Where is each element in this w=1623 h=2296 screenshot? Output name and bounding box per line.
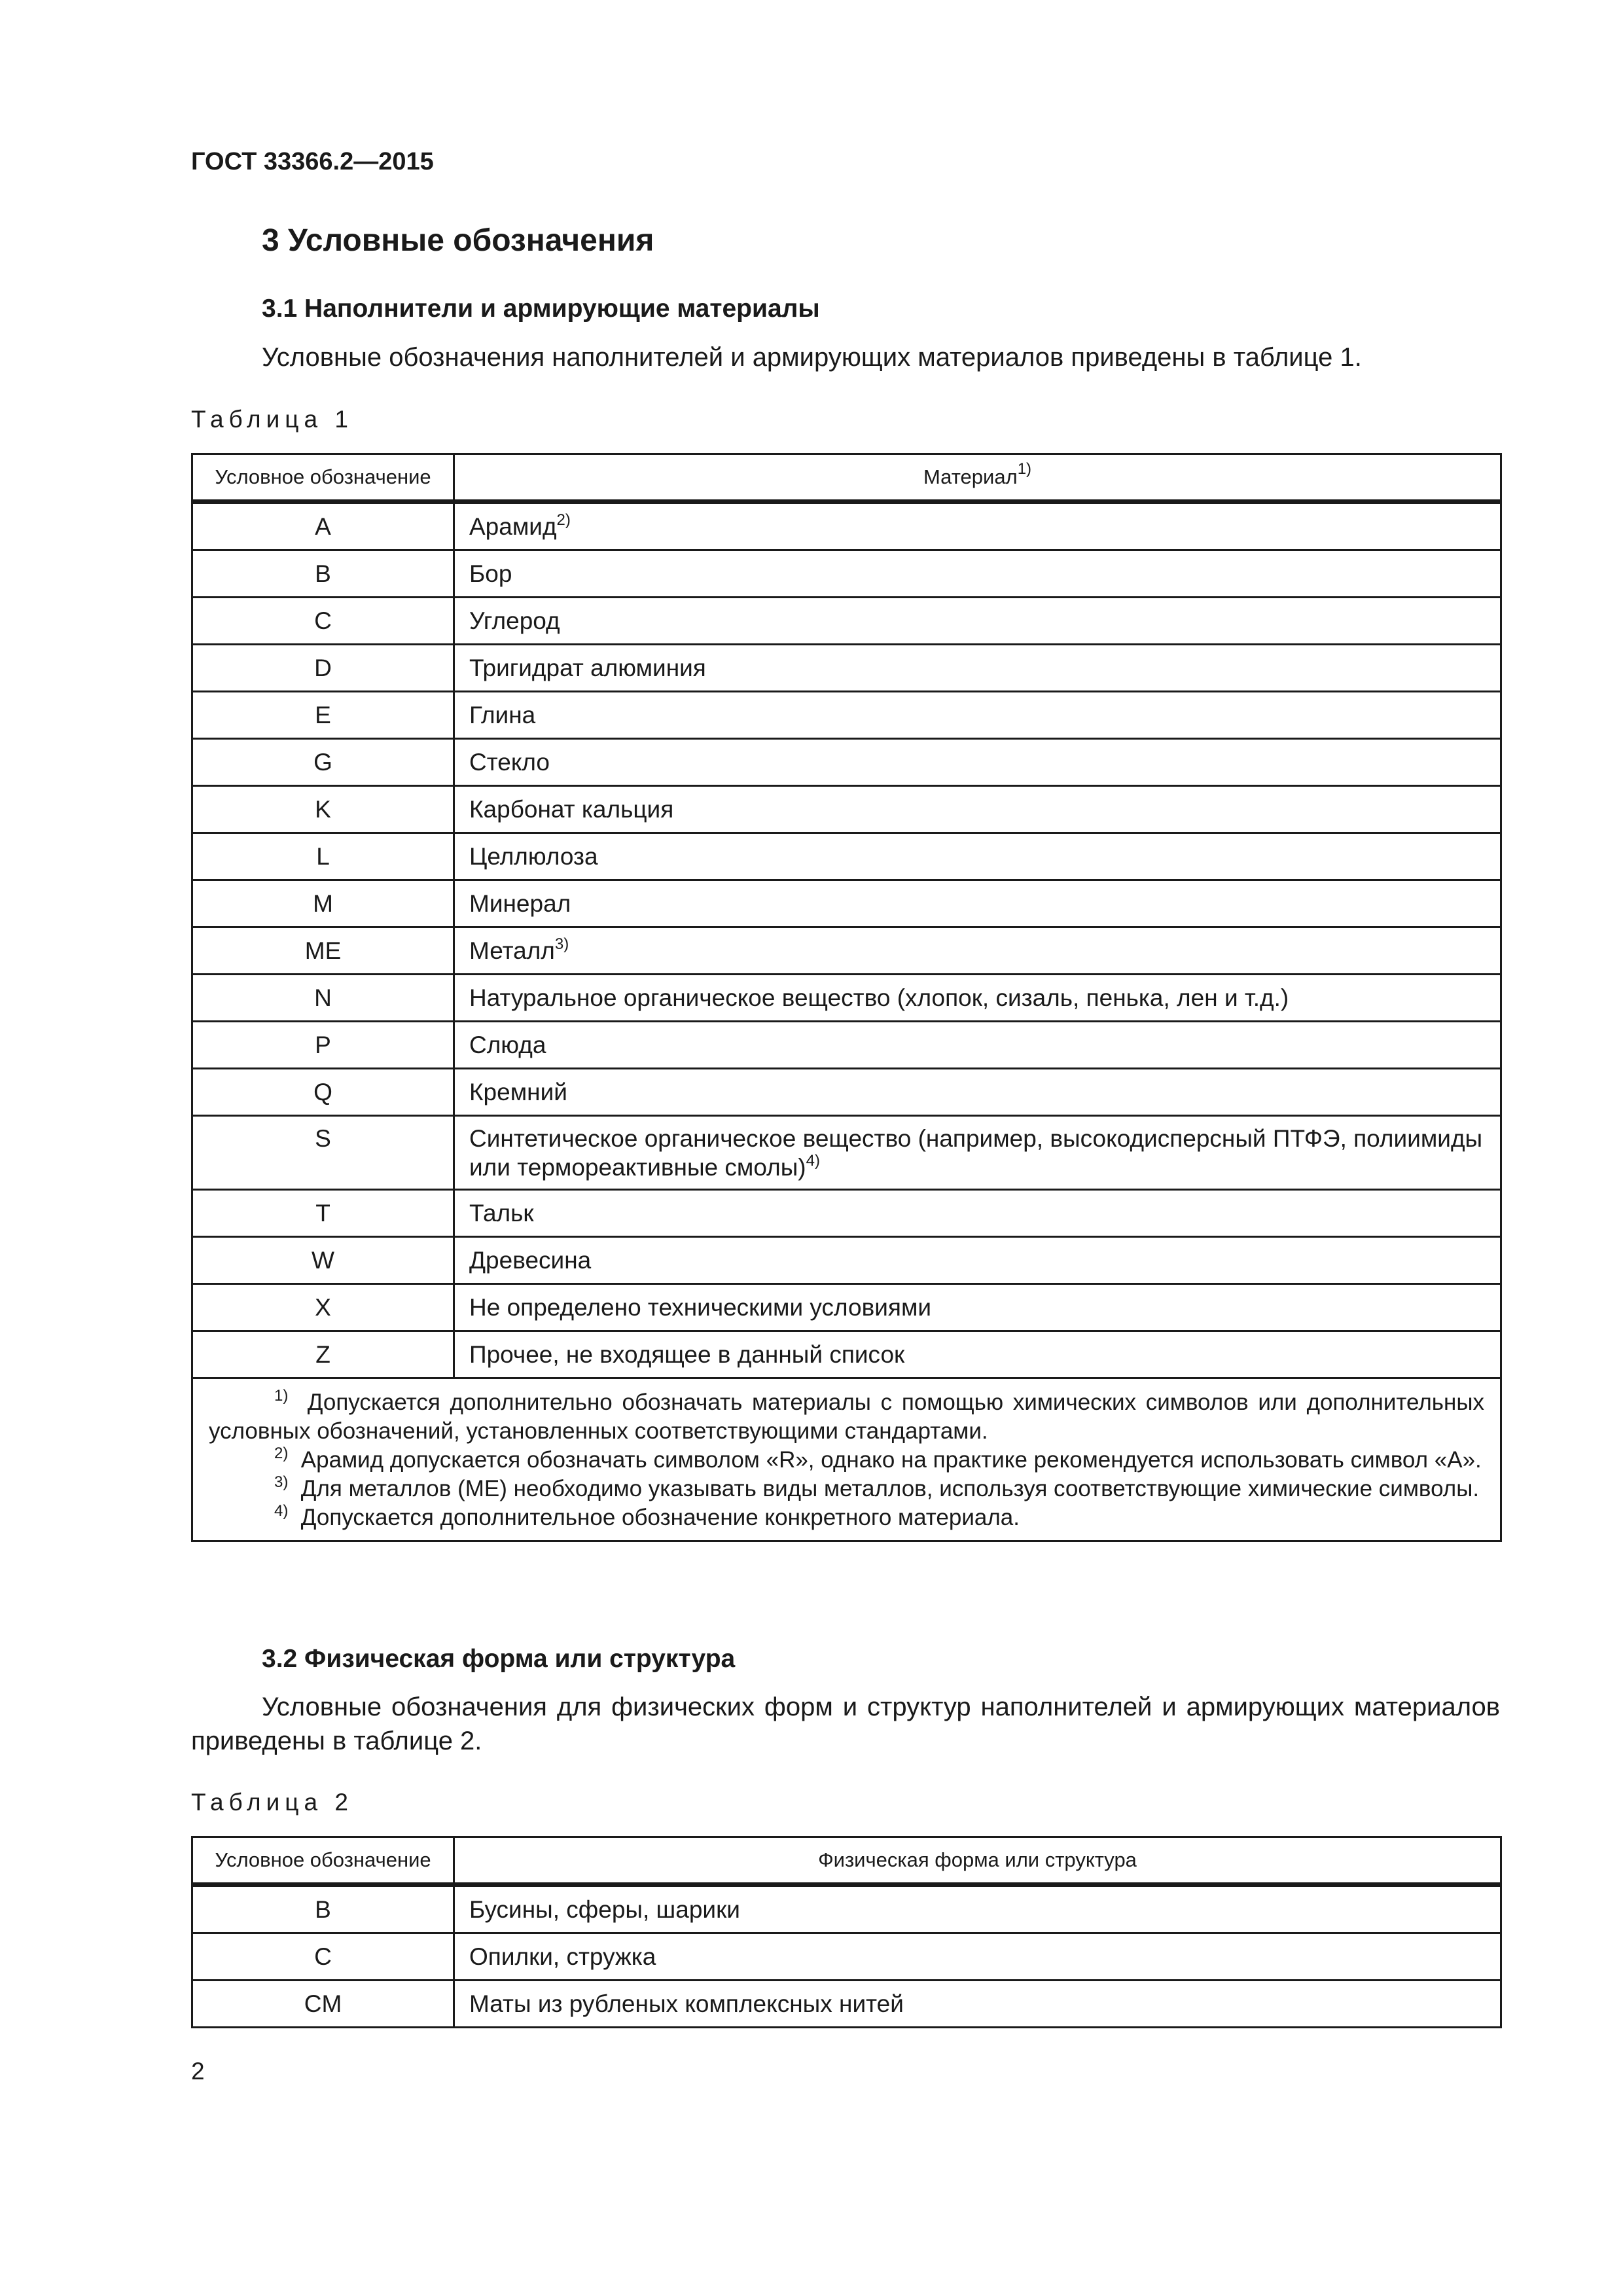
table-row bbox=[192, 1331, 1501, 1378]
table-cell-material bbox=[454, 1237, 1501, 1284]
table-cell-form: Бусины, сферы, шарики bbox=[454, 1885, 1501, 1933]
footnote-text: Для металлов (ME) необходимо указывать виды металлов, используя соответствующие химические символы. bbox=[300, 1476, 1480, 1501]
table-cell-material bbox=[454, 692, 1501, 739]
table-row bbox=[192, 1981, 1501, 2028]
table-cell-code: X bbox=[192, 1284, 454, 1331]
material-text: Не определено техническими условиями bbox=[469, 1293, 932, 1321]
table-row bbox=[192, 1116, 1501, 1190]
table-cell-material bbox=[454, 975, 1501, 1022]
table-2 bbox=[191, 1836, 1502, 2028]
table-row bbox=[192, 1933, 1501, 1981]
table-row bbox=[192, 833, 1501, 880]
material-text: Синтетическое органическое вещество (например, высокодисперсный ПТФЭ, полиимиды или термореактивные смолы) bbox=[469, 1125, 1483, 1181]
table-cell-code: C bbox=[192, 598, 454, 645]
table-cell-code: N bbox=[192, 975, 454, 1022]
footnote bbox=[209, 1475, 1484, 1503]
table-1 bbox=[191, 453, 1502, 1542]
footnote-text: Допускается дополнительно обозначать материалы с помощью химических символов или дополнительных условных обозначений, установленных соответствующими стандартами. bbox=[209, 1390, 1484, 1444]
material-text: Минерал bbox=[469, 889, 571, 917]
table-cell-material bbox=[454, 1069, 1501, 1116]
table-cell-code: T bbox=[192, 1190, 454, 1237]
table-cell-form: Опилки, стружка bbox=[454, 1933, 1501, 1981]
footnote bbox=[209, 1503, 1484, 1532]
material-text: Углерод bbox=[469, 607, 560, 634]
table-cell-material bbox=[454, 739, 1501, 786]
table-cell-code: M bbox=[192, 880, 454, 927]
document-header: ГОСТ 33366.2—2015 bbox=[191, 148, 434, 175]
table-cell-material bbox=[454, 502, 1501, 550]
table-cell-code: A bbox=[192, 502, 454, 550]
table-cell-code: L bbox=[192, 833, 454, 880]
table-cell-code: C bbox=[192, 1933, 454, 1981]
footnote-ref: 4) bbox=[806, 1152, 820, 1170]
section-title: 3 Условные обозначения bbox=[262, 223, 654, 258]
table-cell-code: CM bbox=[192, 1981, 454, 2028]
material-text: Металл bbox=[469, 937, 555, 964]
material-text: Слюда bbox=[469, 1031, 546, 1058]
table-cell-material bbox=[454, 927, 1501, 975]
footnote bbox=[209, 1388, 1484, 1446]
table-row bbox=[192, 880, 1501, 927]
table-row bbox=[192, 1190, 1501, 1237]
paragraph-3-2: Условные обозначения для физических форм и структур наполнителей и армирующих материалов приведены в таблице 2. bbox=[191, 1693, 1500, 1755]
table-cell-material bbox=[454, 833, 1501, 880]
table-row bbox=[192, 1022, 1501, 1069]
table-row bbox=[192, 645, 1501, 692]
table-cell-material bbox=[454, 645, 1501, 692]
table-cell-code: S bbox=[192, 1116, 454, 1190]
subsection-title-3-1: 3.1 Наполнители и армирующие материалы bbox=[262, 295, 820, 323]
footnote-ref: 2) bbox=[556, 511, 571, 529]
table-cell-material bbox=[454, 1116, 1501, 1190]
page-number: 2 bbox=[191, 2058, 205, 2085]
table-row bbox=[192, 1284, 1501, 1331]
table-cell-material bbox=[454, 880, 1501, 927]
footnote bbox=[209, 1446, 1484, 1475]
material-text: Тригидрат алюминия bbox=[469, 654, 706, 681]
table-cell-material bbox=[454, 1284, 1501, 1331]
table-cell-code: ME bbox=[192, 927, 454, 975]
material-text: Прочее, не входящее в данный список bbox=[469, 1340, 905, 1368]
table1-header-code: Условное обозначение bbox=[192, 454, 454, 502]
material-text: Натуральное органическое вещество (хлопок, сизаль, пенька, лен и т.д.) bbox=[469, 984, 1289, 1011]
table-row bbox=[192, 786, 1501, 833]
footnote-ref: 1) bbox=[1017, 460, 1032, 478]
table-cell-material bbox=[454, 598, 1501, 645]
table-cell-code: B bbox=[192, 550, 454, 598]
table-cell-code: D bbox=[192, 645, 454, 692]
material-text: Стекло bbox=[469, 748, 550, 776]
table1-body bbox=[192, 502, 1501, 1378]
material-text: Карбонат кальция bbox=[469, 795, 674, 823]
material-text: Бор bbox=[469, 560, 512, 587]
footnote-text: Арамид допускается обозначать символом «R», однако на практике рекомендуется использовать символ «А». bbox=[300, 1447, 1482, 1473]
table-cell-code: G bbox=[192, 739, 454, 786]
table2-header-form: Физическая форма или структура bbox=[454, 1837, 1501, 1885]
footnote-mark: 3) bbox=[274, 1473, 289, 1491]
footnote-mark: 4) bbox=[274, 1502, 289, 1520]
table-cell-material bbox=[454, 1022, 1501, 1069]
material-text: Тальк bbox=[469, 1199, 534, 1227]
table-cell-material bbox=[454, 1190, 1501, 1237]
table-cell-form: Маты из рубленых комплексных нитей bbox=[454, 1981, 1501, 2028]
table-cell-material bbox=[454, 786, 1501, 833]
table1-footnotes bbox=[192, 1378, 1501, 1541]
table-row bbox=[192, 1069, 1501, 1116]
material-text: Целлюлоза bbox=[469, 842, 598, 870]
table-row bbox=[192, 502, 1501, 550]
table-cell-code: E bbox=[192, 692, 454, 739]
table2-caption: Таблица 2 bbox=[191, 1789, 353, 1816]
table-cell-code: K bbox=[192, 786, 454, 833]
table2-body bbox=[192, 1885, 1501, 2028]
table-row bbox=[192, 739, 1501, 786]
footnote-mark: 1) bbox=[274, 1387, 289, 1405]
material-text: Глина bbox=[469, 701, 536, 728]
material-text: Древесина bbox=[469, 1246, 592, 1274]
table-row bbox=[192, 975, 1501, 1022]
table1-caption: Таблица 1 bbox=[191, 406, 353, 433]
table-row bbox=[192, 598, 1501, 645]
paragraph-3-1: Условные обозначения наполнителей и армирующих материалов приведены в таблице 1. bbox=[262, 343, 1362, 372]
table1-header-material: Материал$^{1)}$ bbox=[454, 454, 1501, 502]
table-row bbox=[192, 1885, 1501, 1933]
material-text: Арамид bbox=[469, 512, 557, 540]
table-row bbox=[192, 927, 1501, 975]
material-text: Кремний bbox=[469, 1078, 567, 1105]
table2-header-code: Условное обозначение bbox=[192, 1837, 454, 1885]
table-cell-code: P bbox=[192, 1022, 454, 1069]
table-row bbox=[192, 1237, 1501, 1284]
table-row bbox=[192, 550, 1501, 598]
footnote-text: Допускается дополнительное обозначение конкретного материала. bbox=[300, 1505, 1020, 1530]
footnote-ref: 3) bbox=[554, 935, 569, 953]
footnote-mark: 2) bbox=[274, 1444, 289, 1462]
table-row bbox=[192, 692, 1501, 739]
subsection-title-3-2: 3.2 Физическая форма или структура bbox=[262, 1645, 736, 1673]
table-cell-material bbox=[454, 1331, 1501, 1378]
table-cell-material bbox=[454, 550, 1501, 598]
table-cell-code: Z bbox=[192, 1331, 454, 1378]
table-cell-code: B bbox=[192, 1885, 454, 1933]
table-cell-code: Q bbox=[192, 1069, 454, 1116]
table-cell-code: W bbox=[192, 1237, 454, 1284]
